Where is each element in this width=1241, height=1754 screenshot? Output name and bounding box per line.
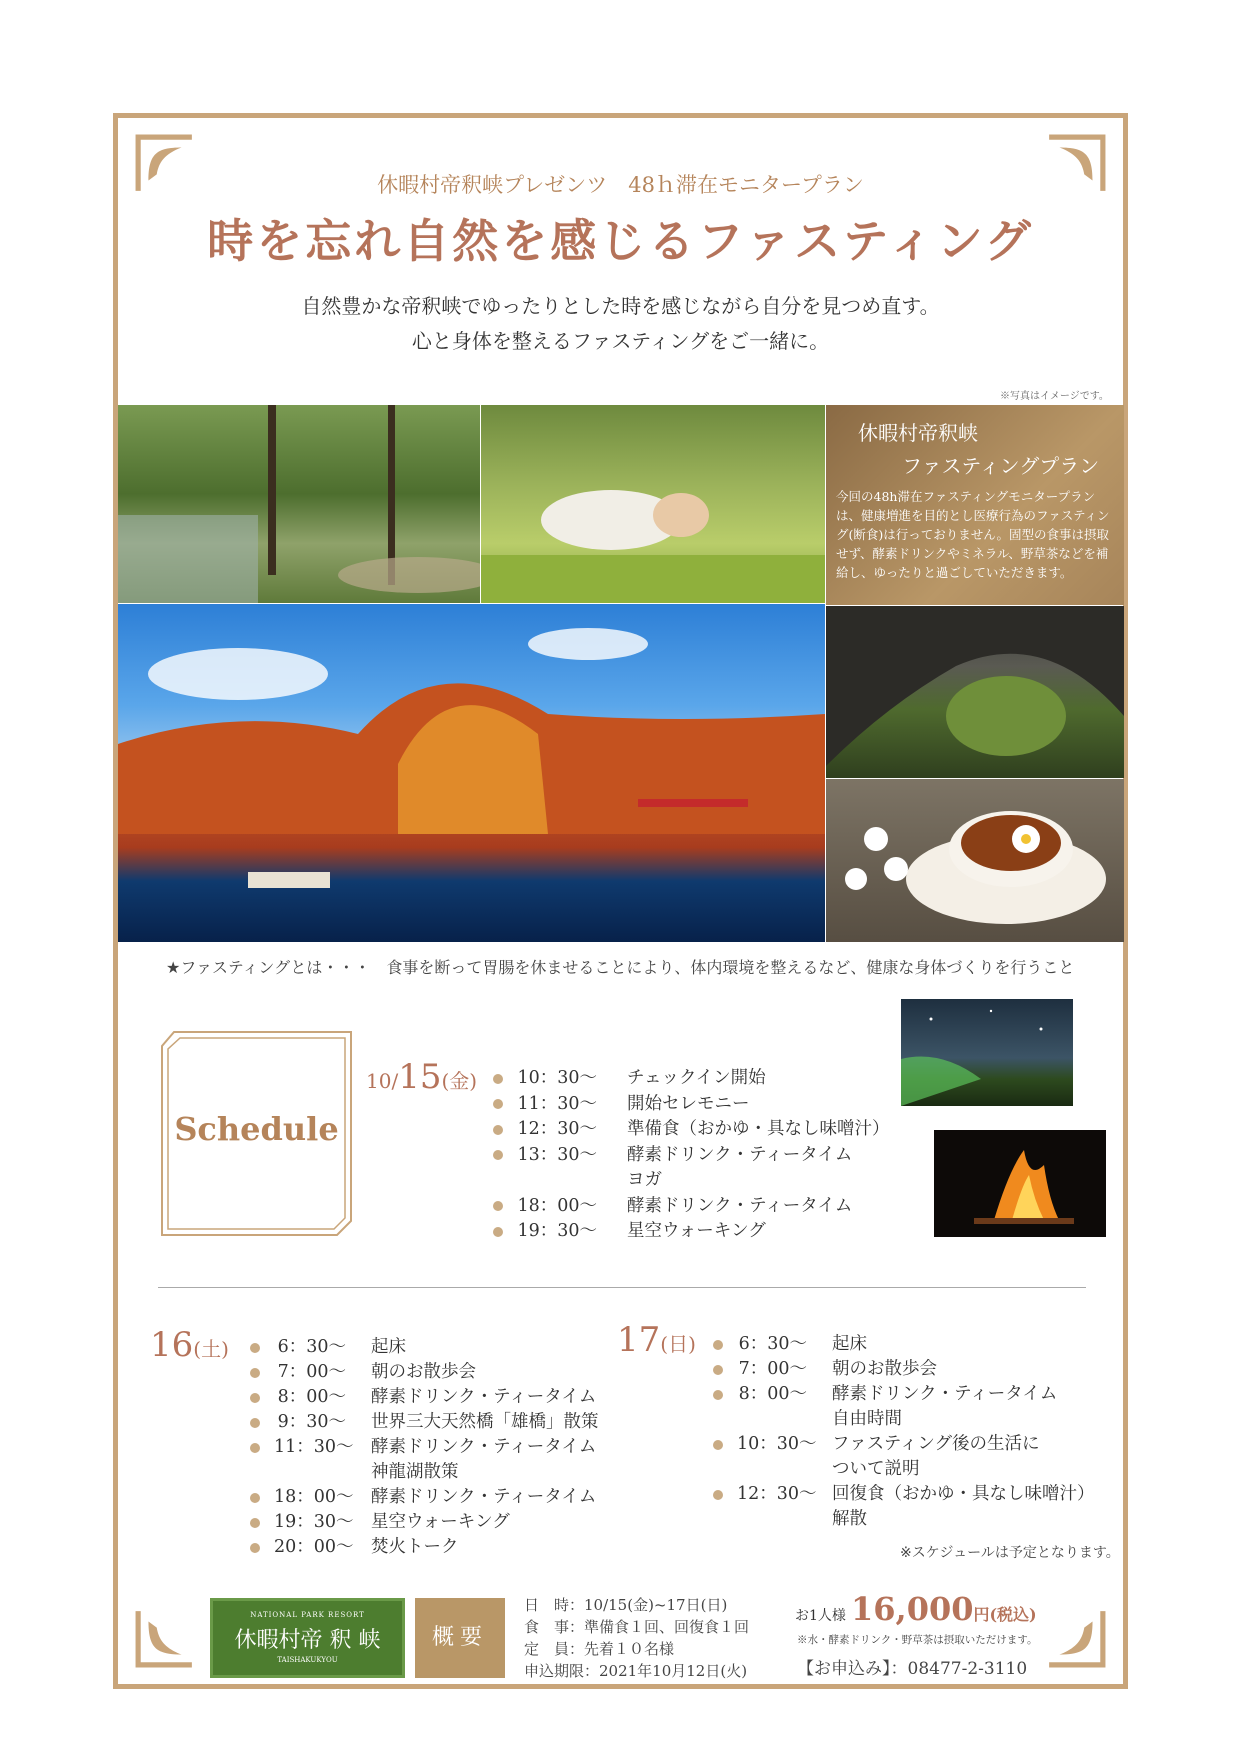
schedule-activity: ヨガ [627,1170,662,1190]
schedule-time: 20：00～ [274,1537,354,1557]
schedule-row [250,1433,596,1458]
schedule-activity: 朝のお散歩会 [371,1362,476,1382]
logo-bottom-text: TAISHAKUKYOU [277,1656,338,1664]
day3-date [617,1320,696,1360]
lead-line-2: 心と身体を整えるファスティングをご一緒に。 [411,329,830,353]
day2-weekday: (土) [193,1337,229,1361]
schedule-row [250,1508,510,1533]
schedule-time: 11：30～ [274,1437,354,1457]
infobox-heading-2: ファスティングプラン [902,454,1100,478]
schedule-activity: 起床 [832,1334,867,1354]
schedule-row [493,1217,766,1242]
schedule-time: 7：00～ [738,1359,807,1379]
schedule-activity: 焚火トーク [371,1537,459,1557]
schedule-activity: 酵素ドリンク・ティータイム [627,1195,853,1216]
schedule-activity: 世界三大天然橋「雄橋」散策 [371,1412,599,1432]
lead-line-1: 自然豊かな帝釈峡でゆったりとした時を感じながら自分を見つめ直す。 [301,294,940,318]
schedule-row [493,1192,852,1217]
schedule-activity: ファスティング後の生活に [832,1434,1040,1454]
schedule-row [250,1458,459,1483]
schedule-heading: Schedule [174,1110,339,1148]
schedule-time: 11：30～ [517,1093,597,1114]
bullet-icon [250,1493,260,1503]
schedule-row [713,1505,867,1530]
schedule-time: 19：30～ [274,1512,354,1532]
page-title: 時を忘れ自然を感じるファスティング [207,214,1034,268]
schedule-row [493,1064,766,1089]
schedule-activity: 酵素ドリンク・ティータイム [832,1384,1058,1404]
schedule-activity: 起床 [371,1337,406,1357]
schedule-row [250,1383,596,1408]
infobox-heading-1: 休暇村帝釈峡 [858,421,978,445]
overview-label: 概要 [415,1598,505,1678]
fasting-definition: ★ファスティングとは・・・ 食事を断って胃腸を休ませることにより、体内環境を整えるなど、健康な身体づくりを行うこと [166,958,1075,977]
autumn-gorge-photo [118,604,825,942]
schedule-row [250,1483,596,1508]
bullet-icon [250,1393,260,1403]
schedule-row [250,1358,476,1383]
section-divider [158,1287,1086,1288]
schedule-time: 10：30～ [737,1434,817,1454]
overview-deadline: 申込期限：2021年10月12日(火) [524,1662,748,1680]
bullet-icon [493,1074,503,1084]
schedule-activity: 酵素ドリンク・ティータイム [371,1437,597,1457]
schedule-time: 10：30～ [517,1068,597,1088]
bullet-icon [250,1443,260,1453]
bullet-icon [713,1390,723,1400]
price-value: 16,000 [851,1590,974,1628]
bullet-icon [250,1368,260,1378]
day2-date [150,1325,229,1365]
schedule-row [493,1090,750,1115]
plan-subtitle: 休暇村帝釈峡プレゼンツ 48ｈ滞在モニタープラン [377,173,864,197]
schedule-activity: 朝のお散歩会 [832,1359,937,1379]
schedule-time: 8：00～ [277,1387,346,1407]
schedule-activity: 酵素ドリンク・ティータイム [371,1487,597,1507]
bullet-icon [713,1365,723,1375]
schedule-note: ※スケジュールは予定となります。 [900,1545,1120,1561]
day2-number: 16 [150,1325,194,1365]
schedule-activity: 解散 [832,1509,867,1529]
price-note: ※水・酵素ドリンク・野草茶は摂取いただけます。 [797,1634,1038,1646]
price-block [795,1590,1037,1628]
schedule-time: 9：30～ [277,1412,346,1432]
starry-sky-photo [901,999,1073,1106]
bullet-icon [250,1518,260,1528]
schedule-activity: 酵素ドリンク・ティータイム [371,1387,597,1407]
overview-meal: 食 事：準備食１回、回復食１回 [524,1618,750,1636]
overview-capacity: 定 員：先着１０名様 [524,1640,675,1658]
schedule-time: 13：30～ [517,1144,597,1165]
yoga-photo [481,405,825,603]
herbal-tea-photo [826,779,1124,942]
fasting-plan-infobox [826,405,1124,605]
schedule-time: 18：00～ [274,1487,354,1507]
day1-month: 10/ [366,1069,399,1093]
schedule-activity: ついて説明 [832,1459,920,1479]
day1-weekday: (金) [441,1069,478,1093]
corner-ornament-icon [1045,1607,1107,1669]
schedule-activity: チェックイン開始 [627,1068,766,1088]
bullet-icon [493,1201,503,1211]
bullet-icon [493,1125,503,1135]
schedule-row [250,1408,599,1433]
schedule-row [493,1141,852,1166]
resort-logo [210,1598,405,1678]
bullet-icon [713,1490,723,1500]
bullet-icon [713,1440,723,1450]
schedule-row [713,1405,902,1430]
bullet-icon [493,1227,503,1237]
price-suffix: 円(税込) [973,1605,1037,1624]
bullet-icon [250,1343,260,1353]
schedule-time: 12：30～ [737,1484,817,1504]
infobox-body: 今回の48h滞在ファスティングモニタープランは、健康増進を目的とし医療行為のファスティング(断食)は行っておりません。固型の食事は摂取せず、酵素ドリンクやミネラル、野草茶などを補給し、ゆったりと過ごしていただきます。 [836,489,1110,580]
schedule-row [713,1355,937,1380]
schedule-time: 19：30～ [517,1221,597,1241]
schedule-row [713,1480,1095,1505]
schedule-activity: 星空ウォーキング [371,1512,510,1532]
corner-ornament-icon [134,1607,196,1669]
schedule-row [713,1330,867,1355]
campfire-photo [934,1130,1106,1237]
day3-number: 17 [617,1320,661,1360]
schedule-activity: 回復食（おかゆ・具なし味噌汁） [832,1484,1095,1504]
schedule-row [250,1533,459,1558]
schedule-time: 7：00～ [277,1362,346,1382]
bullet-icon [493,1150,503,1160]
schedule-activity: 星空ウォーキング [627,1221,766,1241]
bullet-icon [713,1340,723,1350]
logo-main-text: 休暇村帝 釈 峡 [234,1628,381,1653]
schedule-activity: 自由時間 [832,1409,902,1429]
day1-date [366,1057,477,1097]
schedule-activity: 神龍湖散策 [371,1462,459,1482]
schedule-row [713,1455,920,1480]
logo-top-text: NATIONAL PARK RESORT [250,1611,365,1619]
schedule-row [250,1333,406,1358]
schedule-activity: 酵素ドリンク・ティータイム [627,1144,853,1165]
bullet-icon [250,1543,260,1553]
schedule-time: 8：00～ [738,1384,807,1404]
schedule-time: 6：30～ [738,1334,807,1354]
bullet-icon [493,1099,503,1109]
bullet-icon [250,1418,260,1428]
forest-path-photo [118,405,480,603]
schedule-time: 6：30～ [277,1337,346,1357]
schedule-activity: 準備食（おかゆ・具なし味噌汁） [627,1119,890,1139]
price-prefix: お1人様 [795,1608,846,1624]
schedule-row [493,1115,890,1140]
schedule-activity: 開始セレモニー [627,1093,750,1114]
schedule-row [713,1430,1040,1455]
overview-date: 日 時：10/15(金)~17日(日) [524,1596,728,1614]
natural-bridge-photo [826,606,1124,778]
photo-note: ※写真はイメージです。 [1000,391,1109,402]
day1-number: 15 [398,1057,442,1097]
contact-phone: 【お申込み】：08477-2-3110 [797,1659,1028,1679]
schedule-time: 12：30～ [517,1119,597,1139]
schedule-time: 18：00～ [517,1195,597,1216]
schedule-row [713,1380,1057,1405]
schedule-row [493,1166,662,1191]
day3-weekday: (日) [660,1332,696,1356]
